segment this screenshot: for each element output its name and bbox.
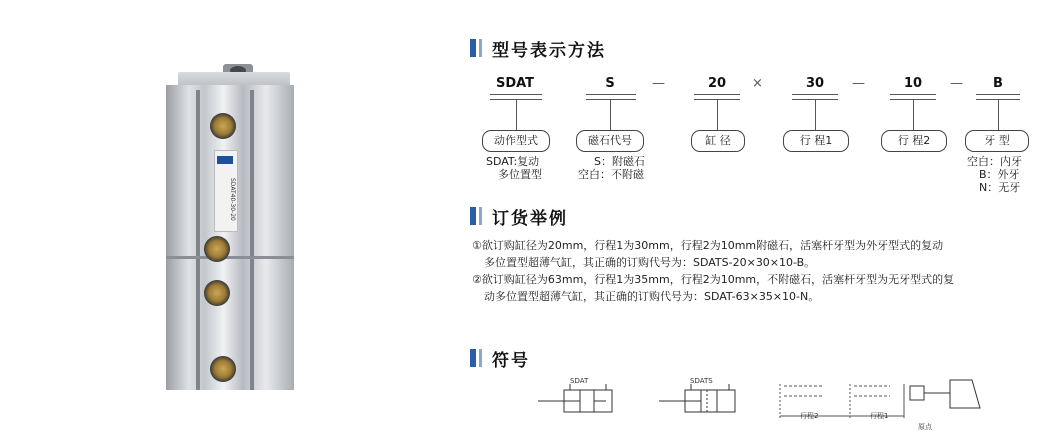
separator: × (752, 76, 763, 91)
air-port (204, 280, 230, 306)
order-example-2-line1: ②欲订购缸径为63mm，行程1为35mm，行程2为10mm，不附磁石，活塞杆牙型为无牙型式的复 (472, 273, 955, 286)
order-example-1-line2: 多位置型超薄气缸，其正确的订购代号为：SDATS-20×30×10-B。 (484, 256, 816, 269)
connector-line (998, 100, 999, 130)
pill-stroke1: 行 程1 (783, 130, 849, 152)
connector-line (516, 100, 517, 130)
desc-thread-2: B：外牙 (979, 168, 1020, 181)
order-example-1-line1: ①欲订购缸径为20mm，行程1为30mm，行程2为10mm附磁石，活塞杆牙型为外牙型式的复动 (472, 239, 944, 252)
symbol-label-sdats: SDATS (690, 377, 713, 385)
body-groove (250, 90, 254, 390)
symbol-label-stroke1: 行程1 (870, 412, 889, 420)
separator: — (852, 76, 865, 91)
code-magnet: S (605, 76, 615, 91)
air-port (210, 113, 236, 139)
desc-action-2: 多位置型 (498, 168, 542, 181)
section-header-symbol (470, 347, 530, 369)
body-groove (196, 90, 200, 390)
symbol-sdats (657, 384, 739, 418)
connector-line (717, 100, 718, 130)
desc-magnet-1: S：附磁石 (594, 155, 645, 168)
pill-thread-type: 牙 型 (965, 130, 1029, 152)
symbol-label-stroke2: 行程2 (800, 412, 819, 420)
air-port (210, 356, 236, 382)
separator: — (652, 76, 665, 91)
code-stroke1: 30 (805, 76, 825, 91)
body-seam (166, 256, 294, 259)
pill-stroke2: 行 程2 (881, 130, 947, 152)
symbol-label-origin: 原点 (918, 423, 932, 431)
code-underline (586, 94, 636, 100)
desc-magnet-2: 空白：不附磁 (578, 168, 644, 181)
separator: — (950, 76, 963, 91)
connector-line (815, 100, 816, 130)
symbol-label-sdat: SDAT (570, 377, 589, 385)
pill-magnet-code: 磁石代号 (576, 130, 644, 152)
connector-line (913, 100, 914, 130)
nameplate-logo (217, 156, 233, 164)
code-stroke2: 10 (903, 76, 923, 91)
section-title: 型号表示方法 (492, 40, 606, 61)
desc-thread-3: N：无牙 (979, 181, 1021, 194)
section-title: 符号 (492, 350, 530, 371)
pill-bore: 缸 径 (691, 130, 745, 152)
desc-action-1: SDAT:复动 (486, 155, 540, 168)
section-header-order (470, 205, 568, 227)
pill-action-type: 动作型式 (482, 130, 550, 152)
section-header-model (470, 37, 606, 59)
code-action: SDAT (495, 76, 535, 91)
order-example-2-line2: 动多位置型超薄气缸，其正确的订购代号为：SDAT-63×35×10-N。 (484, 290, 820, 303)
connector-line (610, 100, 611, 130)
code-thread: B (993, 76, 1003, 91)
section-title: 订货举例 (492, 208, 568, 229)
product-model-text: SDAT40-30-20 (229, 178, 236, 221)
air-port (204, 236, 230, 262)
code-bore: 20 (707, 76, 727, 91)
symbol-sdat (536, 384, 616, 418)
desc-thread-1: 空白：内牙 (967, 155, 1022, 168)
